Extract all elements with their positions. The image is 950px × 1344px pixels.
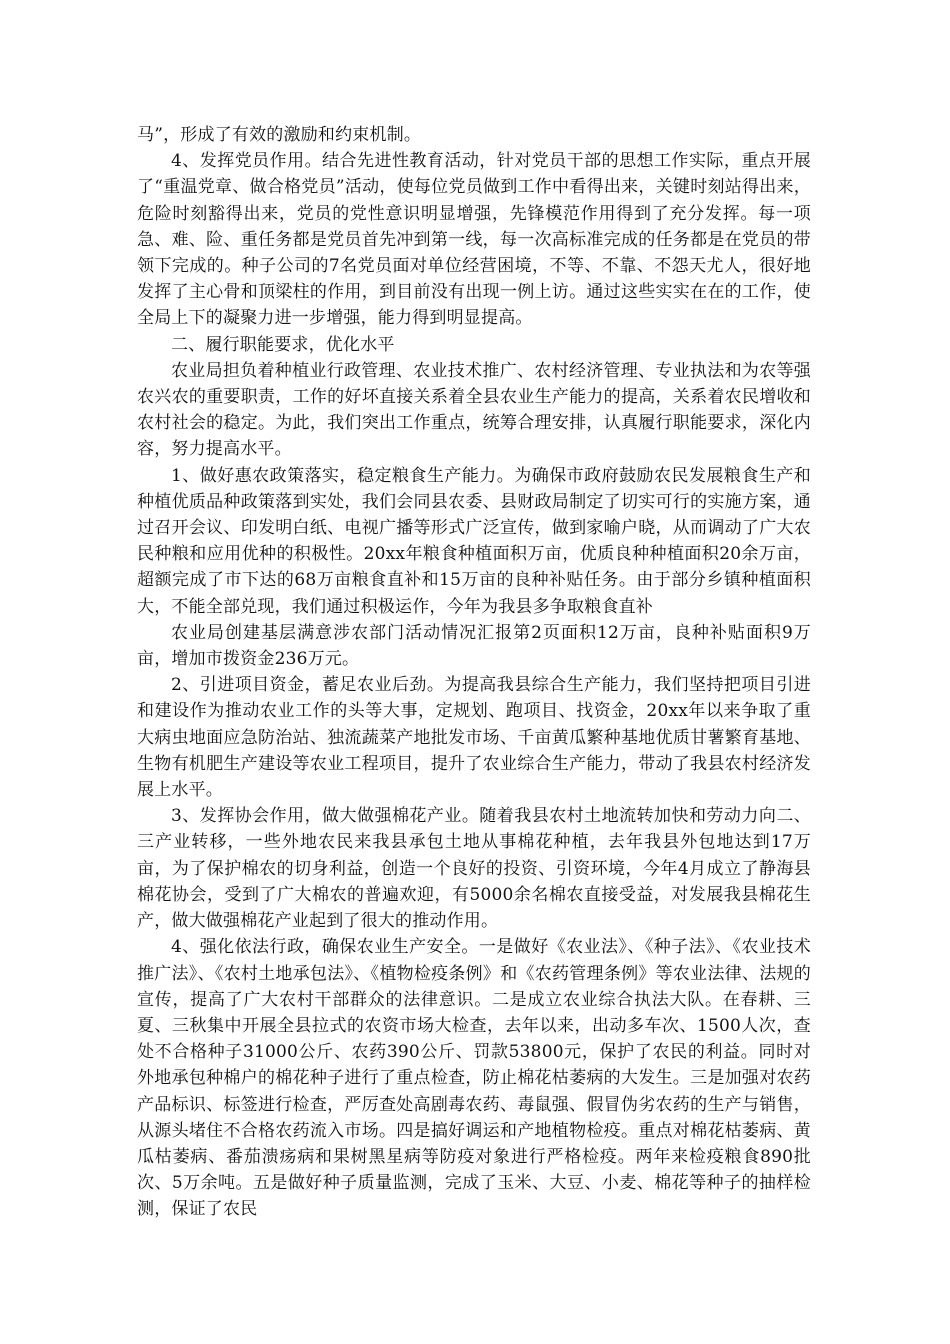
section-heading-2: 二、履行职能要求，优化水平 [171, 334, 395, 355]
document-body [137, 122, 811, 1223]
paragraph-cotton-association: 3、发挥协会作用，做大做强棉花产业。随着我县农村土地流转加快和劳动力向二、三产业转移，一些外地农民来我县承包土地从事棉花种植，去年我县外包地达到17万亩，为了保护棉农的切身利益，创造一个良好的投资、引资环境，今年4月成立了静海县棉花协会，受到了广大棉农的普遍欢迎，有5000余名棉农直接受益，对发展我县棉花生产，做大做强棉花产业起到了很大的推动作用。 [137, 806, 811, 932]
paragraph-bureau-duties: 农业局担负着种植业行政管理、农业技术推广、农村经济管理、专业执法和为农等强农兴农的重要职责，工作的好坏直接关系着全县农业生产能力的提高，关系着农民增收和农村社会的稳定。为此，我们突出工作重点，统筹合理安排，认真履行职能要求，深化内容，努力提高水平。 [137, 360, 811, 460]
paragraph-law-enforcement: 4、强化依法行政，确保农业生产安全。一是做好《农业法》、《种子法》、《农业技术推广法》、《农村土地承包法》、《植物检疫条例》和《农药管理条例》等农业法律、法规的宣传，提高了广大农村干部群众的法律意识。二是成立农业综合执法大队。在春耕、三夏、三秋集中开展全县拉式的农资市场大检查，去年以来，出动多车次、1500人次，查处不合格种子31000公斤、农药390公斤、罚款53800元，保护了农民的利益。同时对外地承包种棉户的棉花种子进行了重点检查，防止棉花枯萎病的大发生。三是加强对农药产品标识、标签进行检查，严厉查处高剧毒农药、毒鼠强、假冒伪劣农药的生产与销售，从源头堵住不合格农药流入市场。四是搞好调运和产地植物检疫。重点对棉花枯萎病、黄瓜枯萎病、番茄溃疡病和果树黑星病等防疫对象进行严格检疫。两年来检疫粮食890批次、5万余吨。五是做好种子质量监测，完成了玉米、大豆、小麦、棉花等种子的抽样检测，保证了农民 [137, 937, 811, 1220]
paragraph-continuation: 马”，形成了有效的激励和约束机制。 [137, 125, 422, 145]
paragraph-page-break-continuation: 农业局创建基层满意涉农部门活动情况汇报第2页面积12万亩，良种补贴面积9万亩，增加市拨资金236万元。 [137, 622, 811, 670]
paragraph-project-funds: 2、引进项目资金，蓄足农业后劲。为提高我县综合生产能力，我们坚持把项目引进和建设作为推动农业工作的头等大事，定规划、跑项目、找资金，20xx年以来争取了重大病虫地面应急防治站、独流蔬菜产地批发市场、千亩黄瓜繁种基地优质甘薯繁育基地、生物有机肥生产建设等农业工程项目，提升了农业综合生产能力，带动了我县农村经济发展上水平。 [137, 675, 811, 801]
paragraph-party-members: 4、发挥党员作用。结合先进性教育活动，针对党员干部的思想工作实际，重点开展了“重温党章、做合格党员”活动，使每位党员做到工作中看得出来，关键时刻站得出来，危险时刻豁得出来，党员的党性意识明显增强，先锋模范作用得到了充分发挥。每一项急、难、险、重任务都是党员首先冲到第一线，每一次高标准完成的任务都是在党员的带领下完成的。种子公司的7名党员面对单位经营困境，不等、不靠、不怨天尤人，很好地发挥了主心骨和顶梁柱的作用，到目前没有出现一例上访。通过这些实实在在的工作，使全局上下的凝聚力进一步增强，能力得到明显提高。 [137, 151, 811, 329]
paragraph-subsidy-policy: 1、做好惠农政策落实，稳定粮食生产能力。为确保市政府鼓励农民发展粮食生产和种植优质品种政策落到实处，我们会同县农委、县财政局制定了切实可行的实施方案，通过召开会议、印发明白纸、电视广播等形式广泛宣传，做到家喻户晓，从而调动了广大农民种粮和应用优种的积极性。20xx年粮食种植面积万亩，优质良种种植面积20余万亩，超额完成了市下达的68万亩粮食直补和15万亩的良种补贴任务。由于部分乡镇种植面积大，不能全部兑现，我们通过积极运作，今年为我县多争取粮食直补 [137, 465, 811, 617]
